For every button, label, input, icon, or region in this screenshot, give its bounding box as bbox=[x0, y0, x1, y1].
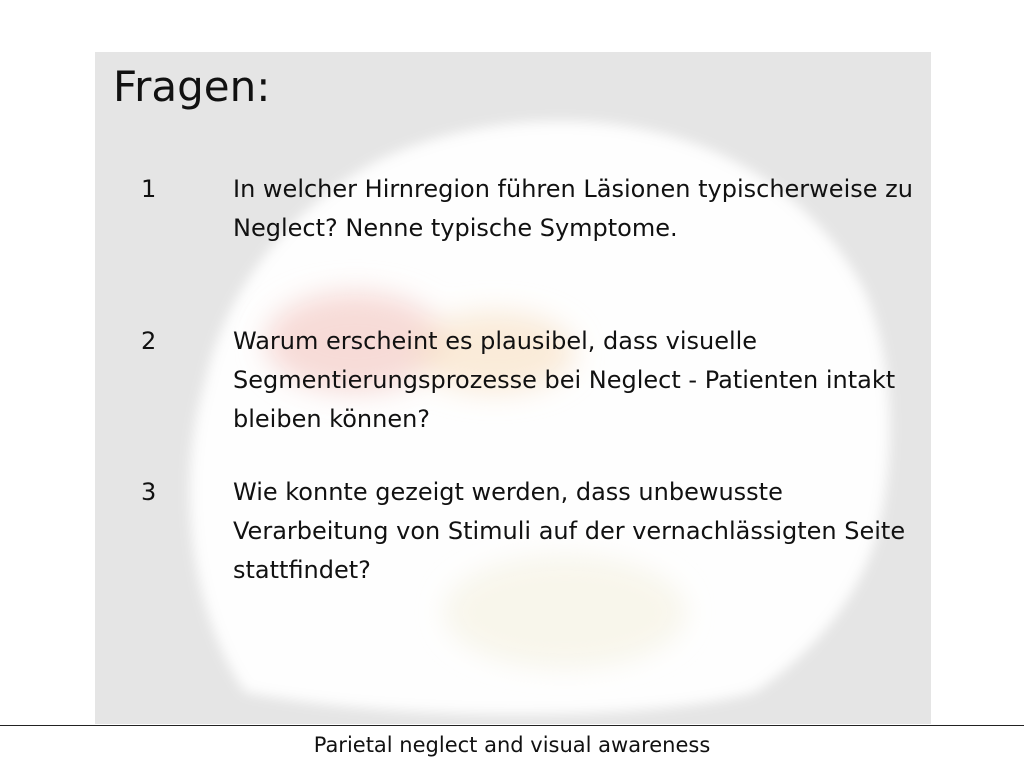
question-number: 1 bbox=[141, 175, 157, 203]
slide-content-panel bbox=[95, 52, 931, 724]
slide-footer: Parietal neglect and visual awareness bbox=[313, 733, 711, 757]
slide-title: Fragen: bbox=[113, 62, 271, 111]
question-list bbox=[95, 52, 931, 724]
question-number: 3 bbox=[141, 478, 157, 506]
footer-divider bbox=[0, 725, 1024, 726]
question-text: Wie konnte gezeigt werden, dass unbewusste Verarbeitung von Stimuli auf der vernachlässigten Seite stattfindet? bbox=[233, 478, 906, 584]
question-text: Warum erscheint es plausibel, dass visuelle Segmentierungsprozesse bei Neglect - Patienten intakt bleiben können? bbox=[233, 327, 896, 433]
question-number: 2 bbox=[141, 327, 157, 355]
question-text: In welcher Hirnregion führen Läsionen typischerweise zu Neglect? Nenne typische Symptome. bbox=[233, 175, 913, 242]
